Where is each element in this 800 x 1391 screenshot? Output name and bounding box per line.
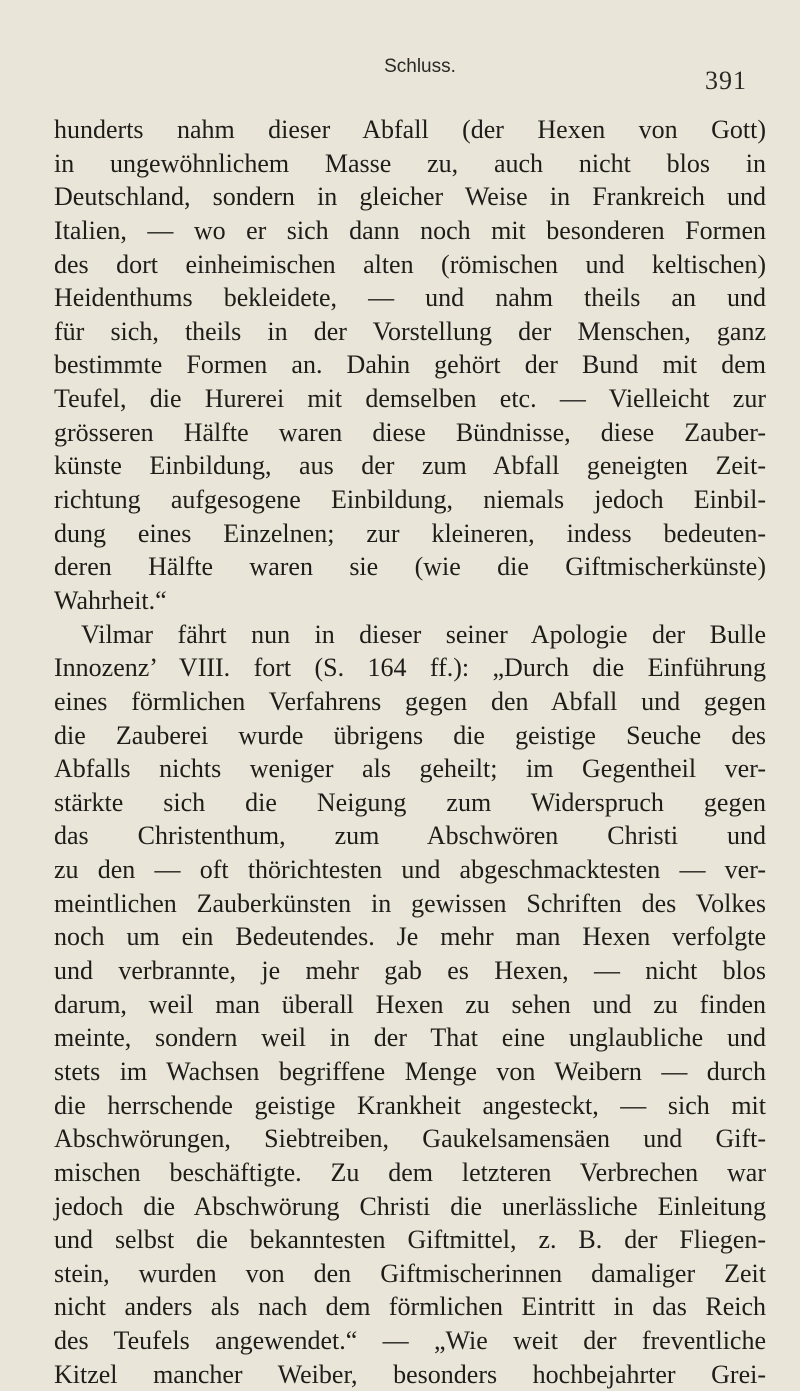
text-line: bestimmte Formen an. Dahin gehört der Bund mit dem [54,350,766,380]
text-line: Deutschland, sondern in gleicher Weise in Frankreich und [54,182,766,212]
text-line: dung eines Einzelnen; zur kleineren, indess bedeuten- [54,518,766,548]
text-line: stein, wurden von den Giftmischerinnen damaliger Zeit [54,1258,766,1288]
body-text [54,113,766,1391]
text-line: für sich, theils in der Vorstellung der Menschen, ganz [54,316,766,346]
text-line: zu den — oft thörichtesten und abgeschmacktesten — ver- [54,855,766,885]
text-line: künste Einbildung, aus der zum Abfall geneigten Zeit- [54,451,766,481]
text-line: Vilmar fährt nun in dieser seiner Apologie der Bulle [81,619,766,649]
running-title: Schluss. [384,56,456,77]
text-line: deren Hälfte waren sie (wie die Giftmischerkünste) [54,552,766,582]
text-line: Wahrheit.“ [54,585,167,615]
text-line: Kitzel mancher Weiber, besonders hochbejahrter Grei- [54,1359,766,1389]
text-line: darum, weil man überall Hexen zu sehen und zu finden [54,989,766,1019]
text-line: meintlichen Zauberkünsten in gewissen Schriften des Volkes [54,888,766,918]
text-line: Teufel, die Hurerei mit demselben etc. — Vielleicht zur [54,384,766,414]
text-line: grösseren Hälfte waren diese Bündnisse, diese Zauber- [54,417,766,447]
text-line: noch um ein Bedeutendes. Je mehr man Hexen verfolgte [54,922,766,952]
text-line: in ungewöhnlichem Masse zu, auch nicht blos in [54,148,766,178]
text-line: Abschwörungen, Siebtreiben, Gaukelsamensäen und Gift- [54,1124,766,1154]
text-line: das Christenthum, zum Abschwören Christi und [54,821,766,851]
text-line: stets im Wachsen begriffene Menge von Weibern — durch [54,1056,766,1086]
text-line: die herrschende geistige Krankheit angesteckt, — sich mit [54,1090,766,1120]
text-line: Innozenz’ VIII. fort (S. 164 ff.): „Durch die Einführung [54,653,766,683]
text-line: meinte, sondern weil in der That eine unglaubliche und [54,1023,766,1053]
text-line: mischen beschäftigte. Zu dem letzteren Verbrechen war [54,1157,766,1187]
text-line: und selbst die bekanntesten Giftmittel, z. B. der Fliegen- [54,1225,766,1255]
text-line: stärkte sich die Neigung zum Widerspruch gegen [54,787,766,817]
text-line: jedoch die Abschwörung Christi die unerlässliche Einleitung [54,1191,766,1221]
text-line: Abfalls nichts weniger als geheilt; im Gegentheil ver- [54,754,766,784]
text-line: hunderts nahm dieser Abfall (der Hexen von Gott) [54,115,766,144]
text-line: und verbrannte, je mehr gab es Hexen, — nicht blos [54,956,766,986]
text-line: des dort einheimischen alten (römischen und keltischen) [54,249,766,279]
text-line: richtung aufgesogene Einbildung, niemals jedoch Einbil- [54,485,766,515]
text-line: Heidenthums bekleidete, — und nahm theils an und [54,283,766,313]
text-line: die Zauberei wurde übrigens die geistige Seuche des [54,720,766,750]
page-number: 391 [705,66,747,95]
text-line: des Teufels angewendet.“ — „Wie weit der freventliche [54,1326,766,1356]
text-line: eines förmlichen Verfahrens gegen den Abfall und gegen [54,686,766,716]
text-line: Italien, — wo er sich dann noch mit besonderen Formen [54,215,766,245]
text-line: nicht anders als nach dem förmlichen Eintritt in das Reich [54,1292,766,1322]
